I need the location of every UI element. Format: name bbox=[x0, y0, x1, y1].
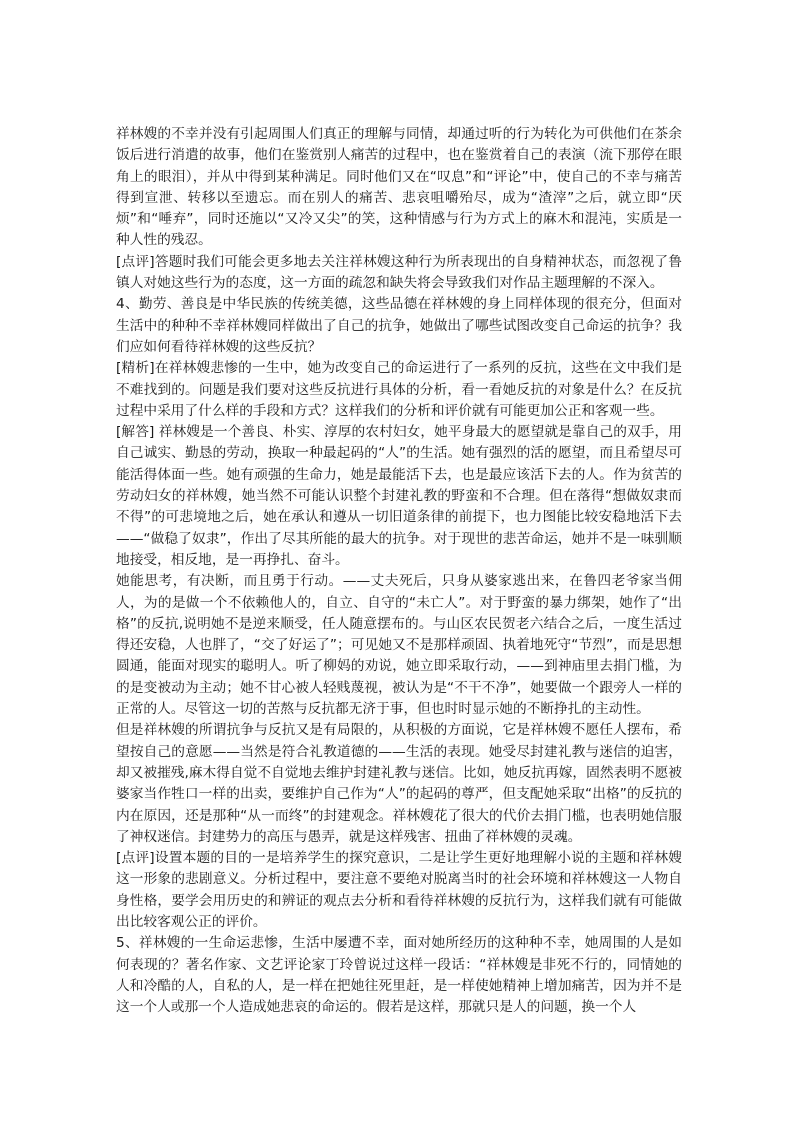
paragraph-comment-1: [点评]答题时我们可能会更多地去关注祥林嫂这种行为所表现出的自身精神状态，而忽视了鲁镇人对她这些行为的态度，这一方面的疏忽和缺失将会导致我们对作品主题理解的不深入。 bbox=[116, 253, 682, 292]
paragraph-answer: [解答] 祥林嫂是一个善良、朴实、淳厚的农村妇女，她平身最大的愿望就是靠自己的双手，用自己诚实、勤恳的劳动，换取一种最起码的“人”的生活。她有强烈的活的愿望，而且希望尽可能活得体面一些。她有顽强的生命力，她是最能活下去，也是最应该活下去的人。作为贫苦的劳动妇女的祥林嫂，她当然不可能认识整个封建礼教的野蛮和不合理。但在落得“想做奴隶而不得”的可悲境地之后，她在承认和遵从一切旧道条律的前提下，也力图能比较安稳地活下去——“做稳了奴隶”，作出了尽其所能的最大的抗争。对于现世的悲苦命运，她并不是一味驯顺地接受，相反地，是一再挣扎、奋斗。 bbox=[116, 424, 682, 568]
paragraph-intro: 祥林嫂的不幸并没有引起周围人们真正的理解与同情，却通过听的行为转化为可供他们在茶余饭后进行消遣的故事，他们在鉴赏别人痛苦的过程中，也在鉴赏着自己的表演（流下那停在眼角上的眼泪），并从中得到某种满足。同时他们又在“叹息”和“评论”中，使自己的不幸与痛苦得到宣泄、转移以至遗忘。而在别人的痛苦、悲哀咀嚼殆尽，成为“渣滓”之后，就立即“厌烦”和“唾弃”，同时还施以“又冷又尖”的笑，这种情感与行为方式上的麻木和混沌，实质是一种人性的残忍。 bbox=[116, 126, 682, 249]
paragraph-comment-2: [点评]设置本题的目的一是培养学生的探究意识，二是让学生更好地理解小说的主题和祥林嫂这一形象的悲剧意义。分析过程中，要注意不要绝对脱离当时的社会环境和祥林嫂这一人物自身性格，要学会用历史的和辨证的观点去分析和看待祥林嫂的反抗行为，这样我们就有可能做出比较客观公正的评价。 bbox=[116, 850, 682, 930]
document-page bbox=[116, 124, 682, 1018]
paragraph-answer-continued: 她能思考，有决断，而且勇于行动。——丈夫死后，只身从婆家逃出来，在鲁四老爷家当佣人，为的是做一个不依赖他人的，自立、自守的“未亡人”。对于野蛮的暴力绑架，她作了“出格”的反抗,说明她不是逆来顺受，任人随意摆布的。与山区农民贺老六结合之后，一度生活过得还安稳，人也胖了，“交了好运了”；可见她又不是那样顽固、执着地死守“节烈”，而是思想圆通，能面对现实的聪明人。听了柳妈的劝说，她立即采取行动，——到神庙里去捐门槛，为的是变被动为主动；她不甘心被人轻贱蔑视，被认为是“不干不净”，她要做一个跟旁人一样的正常的人。尽管这一切的苦熬与反抗都无济于事，但也时时显示她的不断挣扎的主动性。 bbox=[116, 573, 682, 718]
paragraph-question-5: 5、祥林嫂的一生命运悲惨，生活中屡遭不幸，面对她所经历的这种种不幸，她周围的人是如何表现的？著名作家、文艺评论家丁玲曾说过这样一段话：“祥林嫂是非死不行的，同情她的人和冷酷的人，自私的人，是一样在把她往死里赶，是一样使她精神上增加痛苦，因为并不是这一个人或那一个人造成她悲哀的命运的。假若是这样，那就只是人的问题，换一个人 bbox=[116, 935, 682, 1016]
paragraph-analysis: [精析]在祥林嫂悲惨的一生中，她为改变自己的命运进行了一系列的反抗，这些在文中我们是不难找到的。问题是我们要对这些反抗进行具体的分析，看一看她反抗的对象是什么？在反抗过程中采用了什么样的手段和方式？这样我们的分析和评价就有可能更加公正和客观一些。 bbox=[116, 360, 682, 419]
paragraph-question-4: 4、勤劳、善良是中华民族的传统美德，这些品德在祥林嫂的身上同样体现的很充分，但面对生活中的种种不幸祥林嫂同样做出了自己的抗争，她做出了哪些试图改变自己命运的抗争？我们应如何看待祥林嫂的这些反抗？ bbox=[116, 296, 682, 355]
paragraph-limitation: 但是祥林嫂的所谓抗争与反抗又是有局限的，从积极的方面说，它是祥林嫂不愿任人摆布，希望按自己的意愿——当然是符合礼教道德的——生活的表现。她受尽封建礼教与迷信的迫害，却又被摧残,麻木得自觉不自觉地去维护封建礼教与迷信。比如，她反抗再嫁，固然表明不愿被婆家当作牲口一样的出卖，要维护自己作为“人”的起码的尊严，但支配她采取“出格”的反抗的内在原因，还是那种“从一而终”的封建观念。祥林嫂花了很大的代价去捐门槛，也表明她信服了神权迷信。封建势力的高压与愚弄，就是这样残害、扭曲了祥林嫂的灵魂。 bbox=[116, 722, 682, 845]
